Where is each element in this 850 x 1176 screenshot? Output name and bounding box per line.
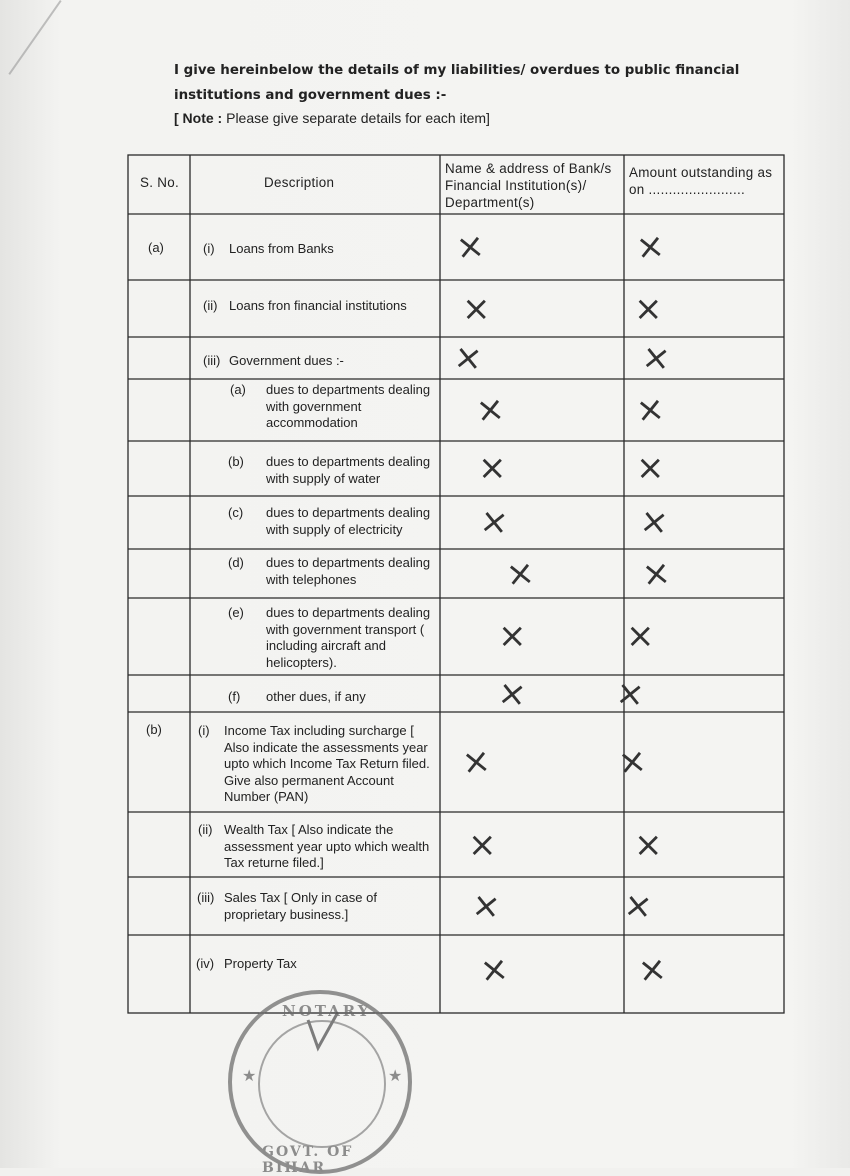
cross-mark-bank: × xyxy=(473,388,507,432)
row-num: (c) xyxy=(228,505,244,520)
row-sno-a: (a) xyxy=(148,240,164,255)
row-num: (i) xyxy=(203,241,215,256)
cross-mark-bank: × xyxy=(477,500,511,544)
row-num: (b) xyxy=(228,454,244,469)
cross-mark-amount: × xyxy=(639,336,673,380)
cross-mark-amount: × xyxy=(634,289,663,329)
cross-mark-amount: × xyxy=(615,740,649,784)
cross-mark-bank: × xyxy=(468,825,497,865)
row-num: (iv) xyxy=(196,956,215,971)
row-num: (ii) xyxy=(198,822,213,837)
cross-mark-bank: × xyxy=(451,336,485,380)
row-sno-b: (b) xyxy=(146,722,162,737)
row-description: Income Tax including surcharge [ Also indicate the assessments year upto which Income Tax Return filed. Give also permanent Account Number (PAN) xyxy=(224,723,430,804)
cross-mark-amount: × xyxy=(637,500,671,544)
cross-mark-bank: × xyxy=(469,884,503,928)
header-bank: Name & address of Bank/s Financial Institution(s)/ Department(s) xyxy=(445,161,612,210)
seal-top-text: NOTARY xyxy=(282,1002,372,1020)
row-description: Government dues :- xyxy=(229,353,344,368)
notary-seal xyxy=(228,990,412,1174)
cross-mark-bank: × xyxy=(459,740,493,784)
seal-bottom-text: GOVT. OF BIHAR xyxy=(262,1144,354,1176)
cross-mark-amount: × xyxy=(634,825,663,865)
cross-mark-bank: × xyxy=(495,672,529,716)
row-num: (a) xyxy=(230,382,246,397)
cross-mark-amount: × xyxy=(633,225,667,269)
header-amount xyxy=(629,164,787,198)
row-num: (f) xyxy=(228,689,241,704)
cross-mark-amount: × xyxy=(633,388,667,432)
header-sno: S. No. xyxy=(140,175,180,190)
cross-mark-amount: × xyxy=(636,448,665,488)
header-description: Description xyxy=(264,175,335,190)
row-num: (ii) xyxy=(203,298,218,313)
cross-mark-bank: × xyxy=(478,448,507,488)
cross-mark-amount: × xyxy=(613,672,647,716)
row-description: dues to departments dealing with government accommodation xyxy=(266,382,431,430)
star-icon: ★ xyxy=(242,1068,257,1085)
cross-mark-amount: × xyxy=(626,616,655,656)
row-description: dues to departments dealing with supply of electricity xyxy=(266,505,431,537)
row-description: dues to departments dealing with government transport ( including aircraft and helicopters). xyxy=(266,605,431,670)
row-num: (iii) xyxy=(197,890,215,905)
note-label: [ Note : xyxy=(174,110,223,126)
note-text: Please give separate details for each item] xyxy=(222,110,490,126)
intro-text: I give hereinbelow the details of my liabilities/ overdues to public financial institutions and government dues :- xyxy=(174,63,740,103)
cross-mark-bank: × xyxy=(453,225,487,269)
star-icon: ★ xyxy=(388,1068,403,1085)
row-num: (i) xyxy=(198,723,210,738)
row-description: other dues, if any xyxy=(266,689,366,704)
row-description: Sales Tax [ Only in case of proprietary business.] xyxy=(224,890,377,922)
row-description: Loans fron financial institutions xyxy=(229,298,407,313)
cross-mark-amount: × xyxy=(621,884,655,928)
cross-mark-bank: × xyxy=(462,289,491,329)
header-amount-line2: on ........................ xyxy=(629,182,746,197)
cross-mark-bank: × xyxy=(498,616,527,656)
cross-mark-amount: × xyxy=(639,552,673,596)
row-description: Wealth Tax [ Also indicate the assessment year upto which wealth Tax returne filed.] xyxy=(224,822,430,870)
row-num: (e) xyxy=(228,605,244,620)
table-border xyxy=(128,155,784,1013)
header-amount-line1: Amount outstanding as xyxy=(629,165,773,180)
row-description: Loans from Banks xyxy=(229,241,334,256)
row-description: dues to departments dealing with supply of water xyxy=(266,454,431,486)
signature-mark xyxy=(228,990,412,1174)
cross-mark-bank: × xyxy=(503,552,537,596)
cross-mark-amount: × xyxy=(635,948,669,992)
cross-mark-bank: × xyxy=(477,948,511,992)
row-num: (iii) xyxy=(203,353,221,368)
row-num: (d) xyxy=(228,555,244,570)
row-description: dues to departments dealing with telephones xyxy=(266,555,431,587)
row-description: Property Tax xyxy=(224,956,297,971)
